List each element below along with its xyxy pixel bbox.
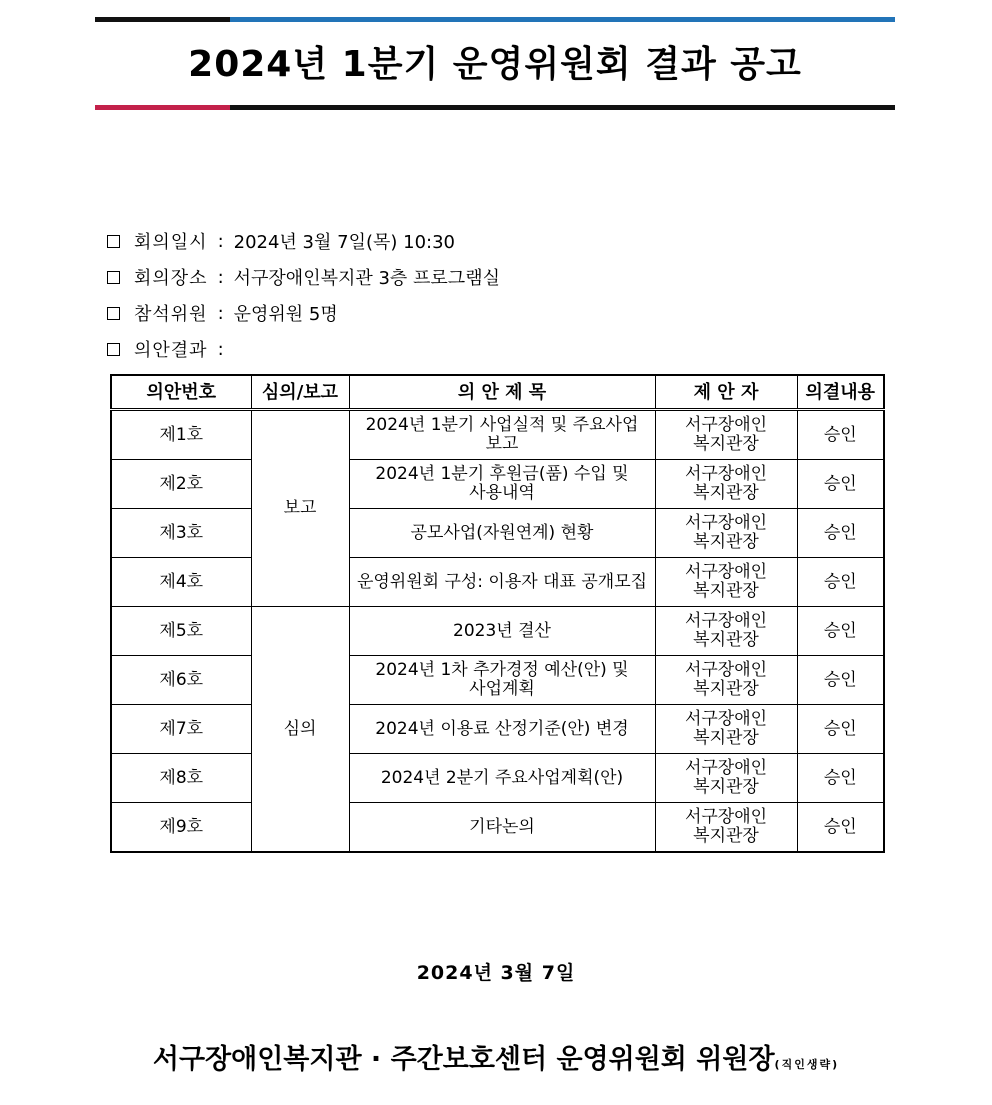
document-title: 2024년 1분기 운영위원회 결과 공고 <box>188 44 802 85</box>
header-resolution: 의결내용 <box>797 375 884 410</box>
agenda-number: 제5호 <box>111 607 251 656</box>
agenda-result: 승인 <box>797 754 884 803</box>
agenda-title: 기타논의 <box>349 803 655 853</box>
agenda-proposer: 서구장애인 복지관장 <box>655 803 797 853</box>
header-agenda-title: 의 안 제 목 <box>349 375 655 410</box>
agenda-title: 공모사업(자원연계) 현황 <box>349 509 655 558</box>
info-attendees <box>107 295 500 331</box>
info-label: 회의일시 <box>134 232 208 253</box>
info-value: 운영위원 5명 <box>233 304 338 325</box>
agenda-proposer: 서구장애인 복지관장 <box>655 558 797 607</box>
agenda-title: 2024년 이용료 산정기준(안) 변경 <box>349 705 655 754</box>
agenda-number: 제6호 <box>111 656 251 705</box>
table-row <box>111 607 884 656</box>
agenda-title: 2024년 1분기 후원금(품) 수입 및 사용내역 <box>349 460 655 509</box>
agenda-result: 승인 <box>797 410 884 460</box>
agenda-proposer: 서구장애인 복지관장 <box>655 705 797 754</box>
title-underline-right <box>230 105 895 110</box>
info-value: 서구장애인복지관 3층 프로그램실 <box>233 268 500 289</box>
header-rule-left <box>95 17 230 22</box>
info-agenda-results <box>107 331 500 367</box>
info-meeting-datetime <box>107 223 500 259</box>
agenda-proposer: 서구장애인 복지관장 <box>655 410 797 460</box>
agenda-proposer: 서구장애인 복지관장 <box>655 509 797 558</box>
agenda-proposer: 서구장애인 복지관장 <box>655 607 797 656</box>
agenda-type-deliberation: 심의 <box>251 607 349 853</box>
header-rule-right <box>230 17 895 22</box>
agenda-proposer: 서구장애인 복지관장 <box>655 754 797 803</box>
agenda-result: 승인 <box>797 803 884 853</box>
agenda-number: 제9호 <box>111 803 251 853</box>
agenda-result: 승인 <box>797 705 884 754</box>
agenda-title: 2024년 1차 추가경정 예산(안) 및 사업계획 <box>349 656 655 705</box>
title-underline-left <box>95 105 230 110</box>
agenda-result: 승인 <box>797 607 884 656</box>
checkbox-icon <box>107 271 120 284</box>
agenda-result: 승인 <box>797 509 884 558</box>
agenda-proposer: 서구장애인 복지관장 <box>655 460 797 509</box>
agenda-number: 제2호 <box>111 460 251 509</box>
seal-omitted-note: (직인생략) <box>774 1058 840 1071</box>
header-type: 심의/보고 <box>251 375 349 410</box>
info-meeting-place <box>107 259 500 295</box>
agenda-number: 제4호 <box>111 558 251 607</box>
info-colon: : <box>217 266 224 288</box>
agenda-title: 2024년 1분기 사업실적 및 주요사업 보고 <box>349 410 655 460</box>
info-label: 의안결과 <box>134 340 208 361</box>
info-colon: : <box>217 230 224 252</box>
table-row <box>111 656 884 705</box>
checkbox-icon <box>107 307 120 320</box>
agenda-number: 제1호 <box>111 410 251 460</box>
info-label: 참석위원 <box>134 304 208 325</box>
checkbox-icon <box>107 343 120 356</box>
agenda-number: 제3호 <box>111 509 251 558</box>
table-row <box>111 754 884 803</box>
table-row <box>111 460 884 509</box>
table-row <box>111 509 884 558</box>
table-row <box>111 705 884 754</box>
table-header-row <box>111 375 884 410</box>
info-colon: : <box>217 338 224 360</box>
agenda-title: 운영위원회 구성: 이용자 대표 공개모집 <box>349 558 655 607</box>
agenda-result: 승인 <box>797 460 884 509</box>
table-row <box>111 803 884 853</box>
agenda-number: 제8호 <box>111 754 251 803</box>
meeting-info <box>107 223 500 367</box>
agenda-number: 제7호 <box>111 705 251 754</box>
table-row <box>111 558 884 607</box>
header-proposer: 제 안 자 <box>655 375 797 410</box>
agenda-result: 승인 <box>797 656 884 705</box>
signatory: 서구장애인복지관 · 주간보호센터 운영위원회 위원장 <box>152 1044 775 1075</box>
info-colon: : <box>217 302 224 324</box>
checkbox-icon <box>107 235 120 248</box>
agenda-title: 2024년 2분기 주요사업계획(안) <box>349 754 655 803</box>
agenda-title: 2023년 결산 <box>349 607 655 656</box>
header-agenda-number: 의안번호 <box>111 375 251 410</box>
info-label: 회의장소 <box>134 268 208 289</box>
agenda-type-report: 보고 <box>251 410 349 607</box>
agenda-result: 승인 <box>797 558 884 607</box>
agenda-proposer: 서구장애인 복지관장 <box>655 656 797 705</box>
table-row <box>111 410 884 460</box>
info-value: 2024년 3월 7일(목) 10:30 <box>233 232 455 253</box>
signature-line <box>0 1037 992 1076</box>
announcement-date: 2024년 3월 7일 <box>416 962 576 984</box>
agenda-table <box>110 374 885 853</box>
